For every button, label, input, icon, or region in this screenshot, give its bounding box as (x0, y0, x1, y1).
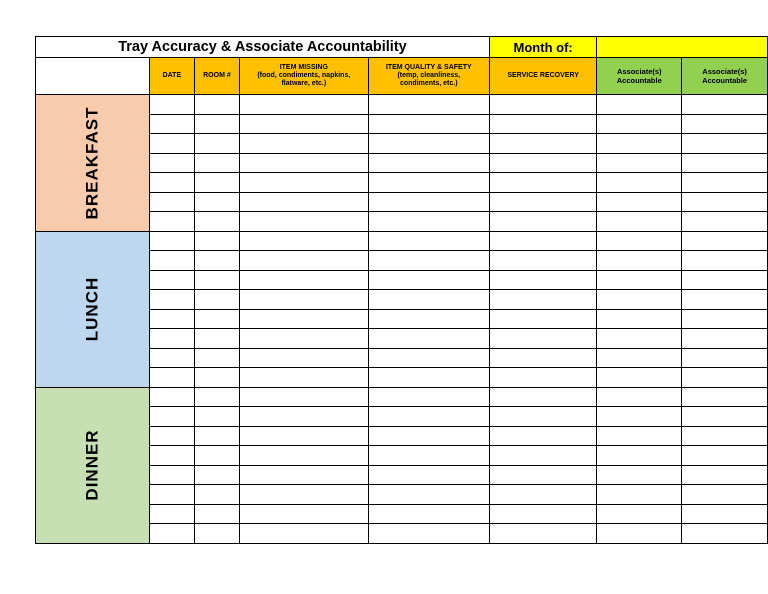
cell-associate_1[interactable] (597, 114, 682, 134)
table-row (36, 95, 768, 115)
cell-room[interactable] (194, 134, 239, 154)
cell-date[interactable] (149, 192, 194, 212)
cell-associate_2[interactable] (682, 524, 768, 544)
cell-item_missing[interactable] (240, 212, 369, 232)
cell-associate_2[interactable] (682, 387, 768, 407)
cell-associate_1[interactable] (597, 251, 682, 271)
cell-associate_2[interactable] (682, 212, 768, 232)
cell-associate_1[interactable] (597, 290, 682, 310)
cell-associate_1[interactable] (597, 231, 682, 251)
cell-item_missing[interactable] (240, 348, 369, 368)
cell-service_recovery[interactable] (489, 114, 596, 134)
cell-room[interactable] (194, 387, 239, 407)
cell-item_missing[interactable] (240, 387, 369, 407)
cell-room[interactable] (194, 465, 239, 485)
cell-item_quality[interactable] (368, 426, 489, 446)
cell-item_quality[interactable] (368, 251, 489, 271)
cell-associate_1[interactable] (597, 426, 682, 446)
cell-service_recovery[interactable] (489, 290, 596, 310)
cell-associate_1[interactable] (597, 192, 682, 212)
cell-associate_1[interactable] (597, 270, 682, 290)
cell-item_missing[interactable] (240, 329, 369, 349)
cell-associate_1[interactable] (597, 329, 682, 349)
month-label: Month of: (489, 37, 596, 58)
header-corner (36, 58, 150, 95)
cell-associate_2[interactable] (682, 173, 768, 193)
cell-item_missing[interactable] (240, 270, 369, 290)
cell-item_missing[interactable] (240, 290, 369, 310)
cell-associate_1[interactable] (597, 524, 682, 544)
cell-service_recovery[interactable] (489, 387, 596, 407)
cell-date[interactable] (149, 368, 194, 388)
cell-room[interactable] (194, 485, 239, 505)
cell-item_missing[interactable] (240, 231, 369, 251)
cell-room[interactable] (194, 426, 239, 446)
cell-room[interactable] (194, 231, 239, 251)
cell-service_recovery[interactable] (489, 524, 596, 544)
cell-item_quality[interactable] (368, 192, 489, 212)
cell-associate_2[interactable] (682, 504, 768, 524)
cell-service_recovery[interactable] (489, 270, 596, 290)
cell-item_quality[interactable] (368, 309, 489, 329)
cell-associate_2[interactable] (682, 134, 768, 154)
cell-item_missing[interactable] (240, 446, 369, 466)
sheet-title: Tray Accuracy & Associate Accountability (36, 37, 490, 58)
cell-room[interactable] (194, 153, 239, 173)
cell-item_missing[interactable] (240, 309, 369, 329)
cell-associate_1[interactable] (597, 212, 682, 232)
cell-date[interactable] (149, 309, 194, 329)
section-label-lunch (36, 231, 150, 387)
cell-date[interactable] (149, 231, 194, 251)
cell-service_recovery[interactable] (489, 192, 596, 212)
cell-item_quality[interactable] (368, 485, 489, 505)
section-label-dinner (36, 387, 150, 543)
cell-date[interactable] (149, 504, 194, 524)
cell-associate_2[interactable] (682, 95, 768, 115)
section-label-text: BREAKFAST (82, 106, 102, 220)
cell-service_recovery[interactable] (489, 212, 596, 232)
section-label-breakfast (36, 95, 150, 232)
header-item-quality: ITEM QUALITY & SAFETY (temp, cleanliness, condiments, etc.) (368, 58, 489, 95)
cell-associate_2[interactable] (682, 465, 768, 485)
cell-service_recovery[interactable] (489, 407, 596, 427)
cell-associate_1[interactable] (597, 173, 682, 193)
cell-item_quality[interactable] (368, 290, 489, 310)
cell-date[interactable] (149, 426, 194, 446)
cell-room[interactable] (194, 192, 239, 212)
cell-service_recovery[interactable] (489, 504, 596, 524)
cell-room[interactable] (194, 348, 239, 368)
cell-associate_2[interactable] (682, 270, 768, 290)
cell-item_quality[interactable] (368, 270, 489, 290)
cell-associate_2[interactable] (682, 153, 768, 173)
cell-date[interactable] (149, 173, 194, 193)
cell-item_missing[interactable] (240, 485, 369, 505)
header-associate-2: Associate(s) Accountable (682, 58, 768, 95)
cell-associate_2[interactable] (682, 290, 768, 310)
cell-item_quality[interactable] (368, 153, 489, 173)
cell-date[interactable] (149, 446, 194, 466)
cell-item_quality[interactable] (368, 446, 489, 466)
cell-date[interactable] (149, 465, 194, 485)
header-associate-1: Associate(s) Accountable (597, 58, 682, 95)
cell-service_recovery[interactable] (489, 485, 596, 505)
cell-associate_2[interactable] (682, 251, 768, 271)
header-room: ROOM # (194, 58, 239, 95)
cell-item_missing[interactable] (240, 504, 369, 524)
cell-associate_2[interactable] (682, 407, 768, 427)
cell-room[interactable] (194, 173, 239, 193)
cell-associate_1[interactable] (597, 446, 682, 466)
cell-item_missing[interactable] (240, 524, 369, 544)
cell-associate_2[interactable] (682, 426, 768, 446)
cell-date[interactable] (149, 407, 194, 427)
cell-service_recovery[interactable] (489, 153, 596, 173)
cell-date[interactable] (149, 134, 194, 154)
cell-date[interactable] (149, 270, 194, 290)
tray-accuracy-sheet (35, 36, 768, 544)
cell-date[interactable] (149, 387, 194, 407)
cell-room[interactable] (194, 212, 239, 232)
cell-room[interactable] (194, 114, 239, 134)
cell-date[interactable] (149, 290, 194, 310)
cell-associate_1[interactable] (597, 485, 682, 505)
cell-room[interactable] (194, 251, 239, 271)
cell-associate_1[interactable] (597, 504, 682, 524)
cell-room[interactable] (194, 270, 239, 290)
cell-item_missing[interactable] (240, 407, 369, 427)
cell-item_missing[interactable] (240, 251, 369, 271)
cell-service_recovery[interactable] (489, 231, 596, 251)
cell-date[interactable] (149, 114, 194, 134)
cell-room[interactable] (194, 524, 239, 544)
cell-service_recovery[interactable] (489, 348, 596, 368)
cell-date[interactable] (149, 348, 194, 368)
cell-service_recovery[interactable] (489, 309, 596, 329)
cell-item_quality[interactable] (368, 95, 489, 115)
cell-service_recovery[interactable] (489, 173, 596, 193)
header-date: DATE (149, 58, 194, 95)
cell-room[interactable] (194, 407, 239, 427)
cell-associate_2[interactable] (682, 192, 768, 212)
cell-date[interactable] (149, 95, 194, 115)
cell-associate_2[interactable] (682, 231, 768, 251)
cell-date[interactable] (149, 524, 194, 544)
section-label-text: DINNER (82, 429, 102, 501)
cell-item_missing[interactable] (240, 192, 369, 212)
cell-item_quality[interactable] (368, 114, 489, 134)
cell-item_missing[interactable] (240, 95, 369, 115)
cell-associate_2[interactable] (682, 485, 768, 505)
cell-item_missing[interactable] (240, 134, 369, 154)
cell-associate_2[interactable] (682, 348, 768, 368)
cell-item_quality[interactable] (368, 348, 489, 368)
cell-service_recovery[interactable] (489, 95, 596, 115)
cell-associate_2[interactable] (682, 309, 768, 329)
cell-date[interactable] (149, 251, 194, 271)
cell-item_quality[interactable] (368, 387, 489, 407)
cell-item_quality[interactable] (368, 212, 489, 232)
month-value-cell[interactable] (597, 37, 768, 58)
cell-item_quality[interactable] (368, 231, 489, 251)
cell-room[interactable] (194, 95, 239, 115)
cell-associate_1[interactable] (597, 348, 682, 368)
cell-item_quality[interactable] (368, 407, 489, 427)
cell-service_recovery[interactable] (489, 446, 596, 466)
cell-service_recovery[interactable] (489, 465, 596, 485)
cell-item_quality[interactable] (368, 524, 489, 544)
cell-service_recovery[interactable] (489, 134, 596, 154)
cell-associate_1[interactable] (597, 407, 682, 427)
cell-associate_2[interactable] (682, 368, 768, 388)
cell-room[interactable] (194, 446, 239, 466)
cell-item_quality[interactable] (368, 465, 489, 485)
header-row (36, 58, 768, 95)
cell-associate_2[interactable] (682, 114, 768, 134)
cell-room[interactable] (194, 329, 239, 349)
cell-associate_1[interactable] (597, 134, 682, 154)
cell-associate_1[interactable] (597, 153, 682, 173)
cell-item_missing[interactable] (240, 114, 369, 134)
cell-item_quality[interactable] (368, 329, 489, 349)
log-table (35, 36, 768, 544)
cell-date[interactable] (149, 153, 194, 173)
table-row (36, 231, 768, 251)
cell-associate_1[interactable] (597, 465, 682, 485)
cell-associate_1[interactable] (597, 95, 682, 115)
cell-associate_2[interactable] (682, 329, 768, 349)
header-service-recovery: SERVICE RECOVERY (489, 58, 596, 95)
cell-date[interactable] (149, 329, 194, 349)
section-label-text: LUNCH (82, 276, 102, 342)
cell-item_missing[interactable] (240, 173, 369, 193)
cell-associate_2[interactable] (682, 446, 768, 466)
cell-date[interactable] (149, 212, 194, 232)
cell-service_recovery[interactable] (489, 426, 596, 446)
header-item-missing: ITEM MISSING (food, condiments, napkins, flatware, etc.) (240, 58, 369, 95)
table-row (36, 387, 768, 407)
cell-date[interactable] (149, 485, 194, 505)
cell-associate_1[interactable] (597, 387, 682, 407)
cell-room[interactable] (194, 309, 239, 329)
cell-room[interactable] (194, 368, 239, 388)
cell-room[interactable] (194, 290, 239, 310)
cell-service_recovery[interactable] (489, 251, 596, 271)
cell-service_recovery[interactable] (489, 368, 596, 388)
title-row (36, 37, 768, 58)
cell-item_missing[interactable] (240, 426, 369, 446)
cell-item_missing[interactable] (240, 368, 369, 388)
cell-item_missing[interactable] (240, 153, 369, 173)
cell-service_recovery[interactable] (489, 329, 596, 349)
cell-item_quality[interactable] (368, 504, 489, 524)
cell-item_quality[interactable] (368, 368, 489, 388)
cell-associate_1[interactable] (597, 309, 682, 329)
cell-item_missing[interactable] (240, 465, 369, 485)
cell-room[interactable] (194, 504, 239, 524)
cell-associate_1[interactable] (597, 368, 682, 388)
cell-item_quality[interactable] (368, 173, 489, 193)
cell-item_quality[interactable] (368, 134, 489, 154)
